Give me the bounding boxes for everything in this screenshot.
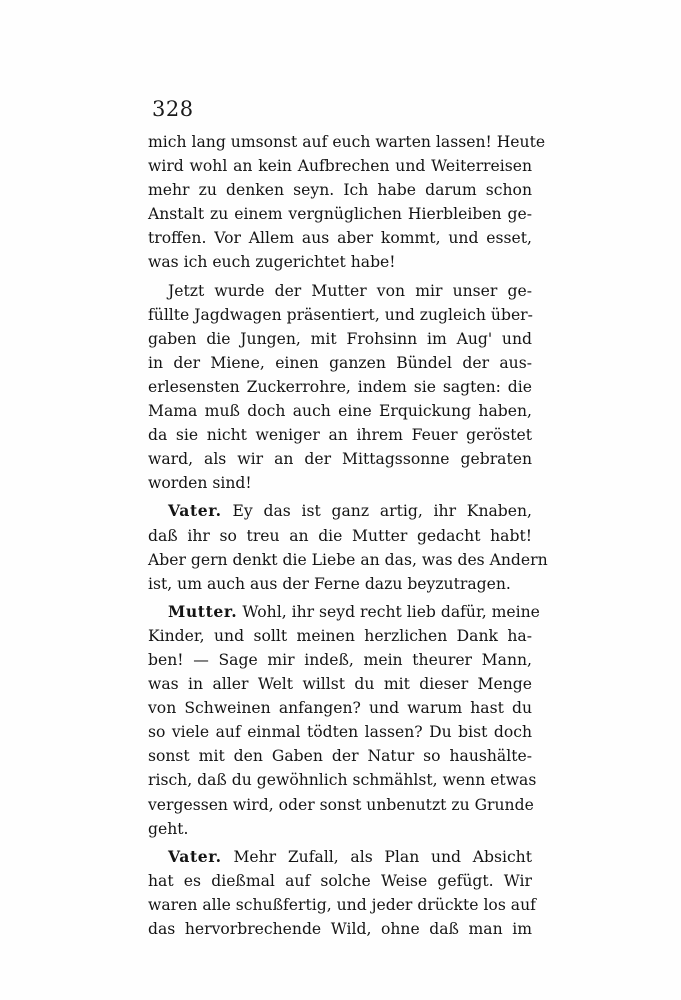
text-line: Anstalt zu einem vergnüglichen Hierbleiben ge- bbox=[148, 205, 532, 224]
paragraph bbox=[148, 279, 532, 496]
text-line: erlesensten Zuckerrohre, indem sie sagten: die bbox=[148, 377, 532, 396]
text-line: mich lang umsonst auf euch warten lassen! Heute bbox=[148, 133, 546, 151]
text-line: geht. bbox=[148, 819, 189, 838]
text-line: Aber gern denkt die Liebe an das, was des Andern bbox=[148, 550, 548, 569]
text-line: Jetzt wurde der Mutter von mir unser ge- bbox=[168, 281, 532, 300]
text-line: ward, als wir an der Mittagssonne gebraten bbox=[148, 450, 532, 469]
text-line: da sie nicht weniger an ihrem Feuer geröstet bbox=[148, 426, 532, 445]
text-line: Mama muß doch auch eine Erquickung haben, bbox=[148, 402, 532, 421]
text-line: ben! — Sage mir indeß, mein theurer Mann, bbox=[148, 650, 532, 669]
speaker-label: Vater. bbox=[168, 501, 222, 521]
text-line: waren alle schußfertig, und jeder drückte los auf bbox=[148, 895, 536, 914]
text-line: risch, daß du gewöhnlich schmählst, wenn etwas bbox=[148, 771, 537, 790]
text-line: was ich euch zugerichtet habe! bbox=[148, 253, 396, 272]
text-line: füllte Jagdwagen präsentiert, und zugleich über- bbox=[148, 305, 533, 324]
speaker-label: Vater. bbox=[168, 846, 222, 866]
text-line: das hervorbrechende Wild, ohne daß man im bbox=[148, 920, 532, 938]
text-line: hat es dießmal auf solche Weise gefügt. Wir bbox=[148, 871, 532, 890]
text-line: gaben die Jungen, mit Frohsinn im Aug' und bbox=[148, 329, 532, 348]
dialogue-paragraph bbox=[148, 600, 540, 841]
dialogue-paragraph bbox=[148, 499, 548, 595]
paragraph bbox=[148, 130, 546, 275]
text-line: so viele auf einmal tödten lassen? Du bist doch bbox=[148, 723, 532, 742]
text-line: in der Miene, einen ganzen Bündel der aus- bbox=[148, 353, 532, 372]
text-line: troffen. Vor Allem aus aber kommt, und esset, bbox=[148, 229, 532, 248]
text-line: ist, um auch aus der Ferne dazu beyzutragen. bbox=[148, 574, 511, 593]
dialogue-text: Wohl, ihr seyd recht lieb dafür, meine bbox=[242, 602, 540, 621]
dialogue-text: Mehr Zufall, als Plan und Absicht bbox=[233, 847, 532, 866]
text-line: wird wohl an kein Aufbrechen und Weiterreisen bbox=[148, 157, 532, 176]
text-line bbox=[148, 499, 532, 523]
text-line: worden sind! bbox=[148, 474, 252, 493]
page-number: 328 bbox=[152, 97, 194, 121]
text-line: sonst mit den Gaben der Natur so haushälte- bbox=[148, 747, 532, 766]
text-line: vergessen wird, oder sonst unbenutzt zu Grunde bbox=[148, 795, 534, 814]
text-line bbox=[148, 845, 532, 869]
text-line: von Schweinen anfangen? und warum hast du bbox=[148, 699, 532, 718]
text-line bbox=[148, 600, 540, 624]
body-text bbox=[148, 130, 548, 945]
dialogue-paragraph bbox=[148, 845, 536, 941]
dialogue-text: Ey das ist ganz artig, ihr Knaben, bbox=[232, 502, 532, 521]
text-line: mehr zu denken seyn. Ich habe darum schon bbox=[148, 181, 532, 200]
text-line: was in aller Welt willst du mit dieser Menge bbox=[148, 675, 532, 694]
text-line: daß ihr so treu an die Mutter gedacht habt! bbox=[148, 526, 532, 545]
text-line: Kinder, und sollt meinen herzlichen Dank ha- bbox=[148, 626, 532, 645]
speaker-label: Mutter. bbox=[168, 601, 238, 621]
